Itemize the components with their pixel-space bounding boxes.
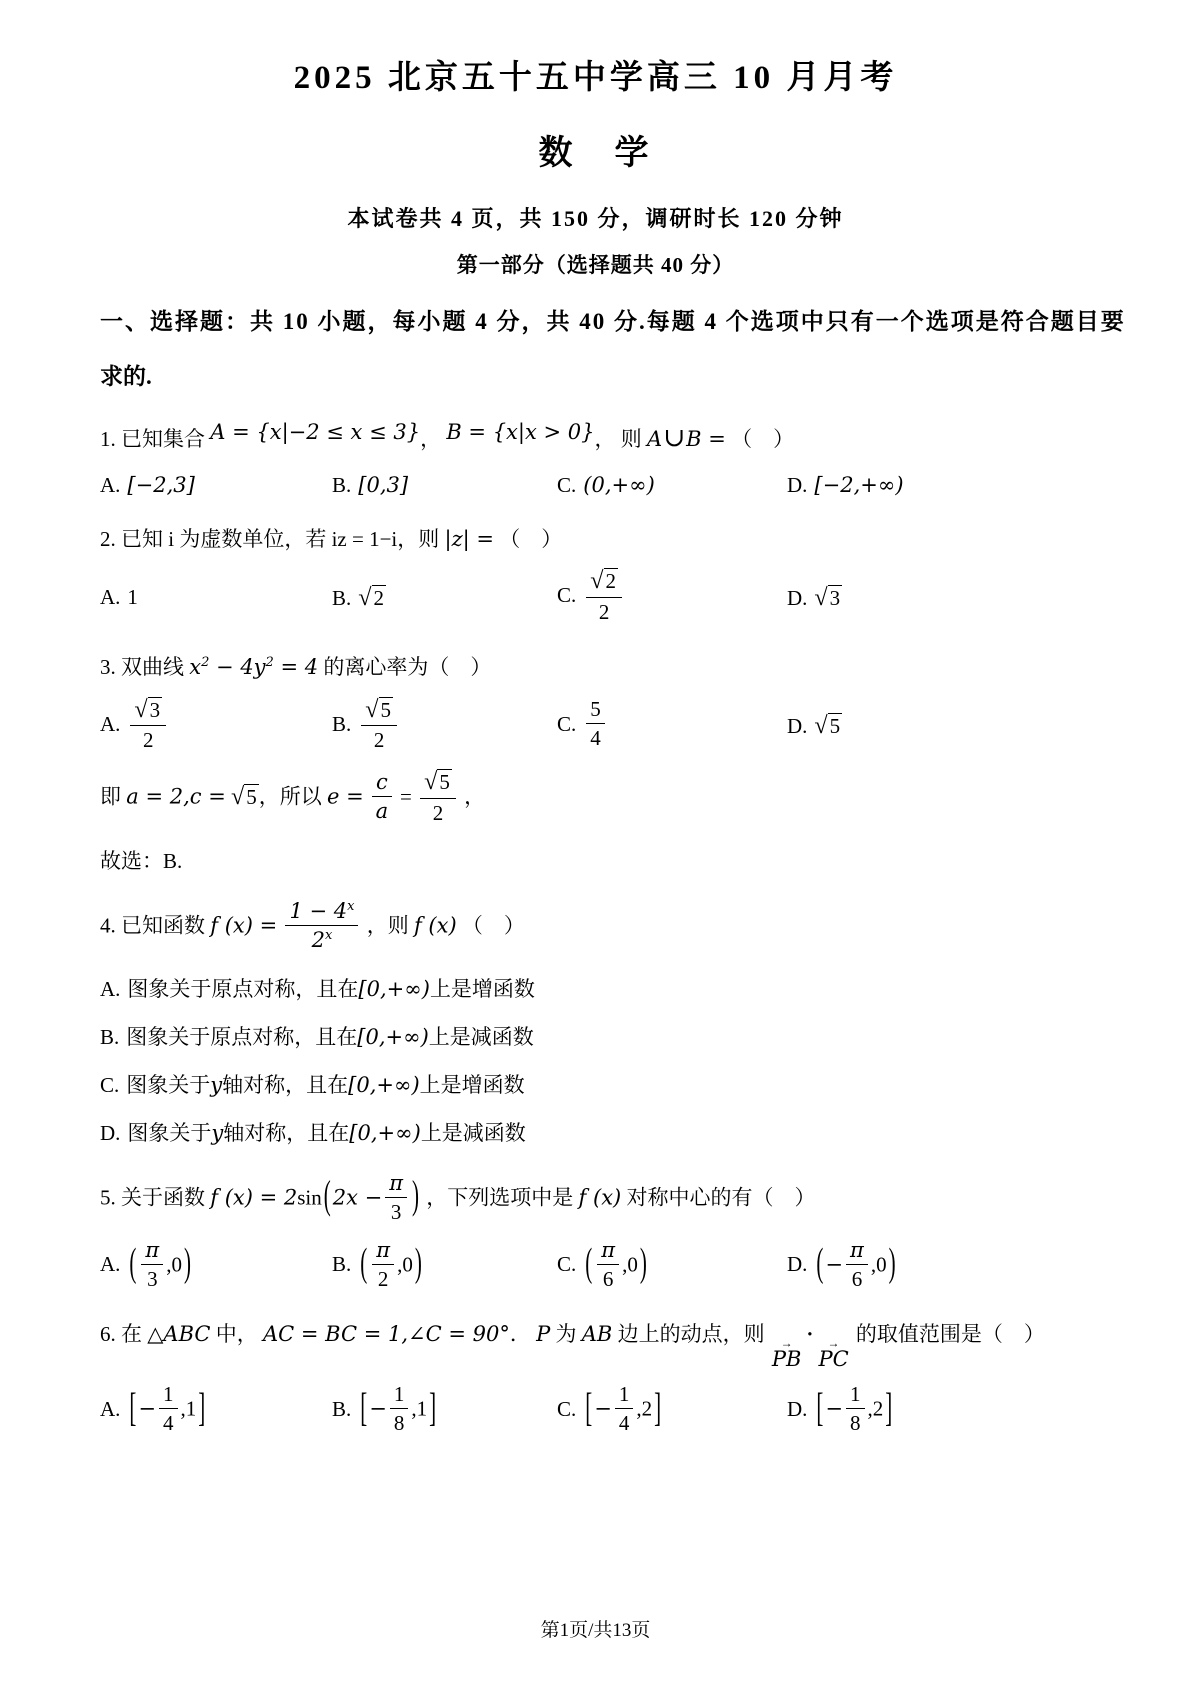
option-B bbox=[332, 1237, 557, 1293]
fraction bbox=[372, 1238, 394, 1291]
open-paren: ( bbox=[360, 1239, 368, 1286]
part-one-heading: 第一部分（选择题共 40 分） bbox=[456, 253, 735, 278]
option-rest: ,0 bbox=[397, 1252, 413, 1277]
question-1-text: 已知集合 bbox=[121, 427, 205, 452]
fraction bbox=[846, 1382, 865, 1435]
square-root bbox=[365, 695, 393, 723]
math-set-A: A = {x|−2 ≤ x ≤ 3} bbox=[210, 420, 421, 445]
question-3-text: 双曲线 bbox=[121, 655, 184, 680]
exam-info-line: 本试卷共 4 页，共 150 分，调研时长 120 分钟 bbox=[347, 206, 844, 232]
question-2-stem bbox=[100, 524, 1091, 556]
open-bracket: [ bbox=[129, 1384, 137, 1430]
minus-sign: − bbox=[369, 1396, 387, 1421]
fraction bbox=[597, 1238, 619, 1291]
option-label: D. bbox=[100, 1120, 121, 1145]
question-4-text: 已知函数 bbox=[121, 913, 205, 938]
option-label: D. bbox=[787, 585, 808, 610]
denominator: 3 bbox=[390, 1199, 402, 1224]
option-C bbox=[557, 699, 787, 752]
question-5-tail: 对称中心的有（ ） bbox=[626, 1185, 816, 1210]
option-D bbox=[787, 584, 1091, 612]
math-B: B = bbox=[686, 427, 726, 452]
numerator bbox=[285, 899, 358, 926]
comma: ， bbox=[594, 427, 616, 452]
close-bracket: ] bbox=[198, 1384, 206, 1430]
option-A bbox=[100, 695, 332, 755]
numerator: 1 bbox=[615, 1382, 634, 1409]
denominator: 2 bbox=[373, 728, 385, 753]
option-C bbox=[557, 1384, 787, 1437]
open-bracket: [ bbox=[585, 1384, 593, 1430]
option-C bbox=[557, 1237, 787, 1293]
question-5-text: ，下列选项中是 bbox=[426, 1185, 574, 1210]
radical-sign: √ bbox=[358, 583, 372, 611]
option-label: D. bbox=[787, 1252, 808, 1277]
option-D bbox=[787, 1237, 1091, 1293]
option-rest: ,2 bbox=[867, 1396, 884, 1421]
option-label: C. bbox=[557, 583, 577, 608]
open-paren: ( bbox=[816, 1239, 824, 1286]
option-D bbox=[787, 712, 1091, 740]
math-abs-z: |z| = bbox=[444, 526, 495, 551]
denominator: 6 bbox=[851, 1267, 863, 1292]
option-text: 上是减函数 bbox=[420, 1120, 526, 1145]
answer-blank: （ ） bbox=[731, 427, 795, 452]
option-D bbox=[787, 473, 1091, 498]
numerator: π bbox=[385, 1171, 407, 1198]
question-6-tail: 的取值范围是（ ） bbox=[855, 1322, 1045, 1347]
question-5-stem bbox=[100, 1170, 1091, 1226]
open-bracket: [ bbox=[816, 1384, 824, 1430]
radicand: 2 bbox=[605, 569, 617, 594]
denominator: 6 bbox=[602, 1267, 614, 1292]
close-paren: ) bbox=[414, 1239, 422, 1286]
math-triangle-ABC: △ABC bbox=[147, 1322, 211, 1347]
question-5-number: 5. bbox=[100, 1185, 116, 1210]
question-6-text: 中， bbox=[215, 1322, 258, 1347]
exponent: x bbox=[324, 928, 333, 944]
fraction bbox=[141, 1238, 163, 1291]
fraction bbox=[420, 768, 456, 825]
exponent: 2 bbox=[201, 655, 210, 671]
option-label: A. bbox=[100, 976, 121, 1001]
question-6-options bbox=[100, 1384, 1091, 1437]
vector-arrow-icon: → bbox=[827, 1336, 840, 1351]
option-text: 轴对称，且在 bbox=[223, 1120, 350, 1145]
square-root bbox=[134, 695, 162, 723]
option-text: 图象关于 bbox=[127, 1120, 212, 1145]
denominator: 4 bbox=[618, 1411, 630, 1436]
function-name-sin: sin bbox=[297, 1185, 322, 1210]
option-label: B. bbox=[332, 585, 352, 610]
solution-text: 即 bbox=[100, 784, 121, 809]
option-label: A. bbox=[100, 585, 121, 610]
question-2-options bbox=[100, 569, 1091, 626]
fraction bbox=[586, 567, 622, 624]
denominator: 8 bbox=[850, 1411, 861, 1436]
numerator: 5 bbox=[586, 697, 605, 724]
option-label: C. bbox=[557, 711, 577, 736]
period: ． bbox=[509, 1322, 531, 1347]
section-instructions-line2: 求的. bbox=[100, 364, 152, 390]
option-value: [−2,+∞) bbox=[814, 472, 904, 497]
option-B bbox=[332, 584, 557, 612]
option-text: 图象关于 bbox=[126, 1072, 211, 1097]
question-6-number: 6. bbox=[100, 1322, 116, 1347]
math-2x-minus: 2x − bbox=[332, 1185, 383, 1210]
vector-body: PB bbox=[771, 1347, 802, 1372]
option-A bbox=[100, 1384, 332, 1437]
option-value: (0,+∞) bbox=[583, 472, 655, 497]
math-hyperbola-equation bbox=[189, 655, 318, 679]
fraction bbox=[586, 697, 605, 750]
radical-sign: √ bbox=[231, 782, 245, 810]
minus-sign: − bbox=[138, 1396, 157, 1421]
option-label: B. bbox=[332, 1252, 352, 1277]
radical-sign: √ bbox=[424, 768, 438, 796]
denominator: 3 bbox=[147, 1267, 158, 1292]
option-label: C. bbox=[557, 472, 577, 497]
math-union-expression bbox=[646, 423, 726, 454]
denominator: 2 bbox=[377, 1267, 389, 1292]
option-label: B. bbox=[332, 711, 352, 736]
square-root bbox=[358, 583, 386, 611]
numerator: 1 bbox=[390, 1382, 409, 1409]
option-label: D. bbox=[787, 1396, 808, 1421]
exponent: x bbox=[347, 899, 355, 915]
page-title: 2025 北京五十五中学高三 10 月月考 bbox=[293, 60, 898, 96]
question-6-stem bbox=[100, 1319, 1091, 1370]
close-paren: ) bbox=[639, 1239, 647, 1286]
equals-sign: = bbox=[400, 784, 412, 809]
exponent: 2 bbox=[265, 655, 274, 671]
solution-text: ， bbox=[464, 784, 486, 809]
option-value: [−2,3] bbox=[127, 472, 195, 497]
vector-arrow-icon: → bbox=[780, 1336, 793, 1351]
close-paren: ) bbox=[412, 1172, 420, 1218]
comma: ， bbox=[420, 427, 442, 452]
union-symbol: ∪ bbox=[663, 423, 686, 454]
denominator: 8 bbox=[393, 1411, 405, 1436]
math-y: y bbox=[211, 1120, 224, 1145]
option-text: 图象关于原点对称，且在 bbox=[126, 1024, 358, 1049]
open-paren: ( bbox=[585, 1239, 593, 1286]
close-bracket: ] bbox=[654, 1384, 662, 1430]
option-rest: ,0 bbox=[870, 1252, 887, 1277]
square-root bbox=[231, 782, 259, 810]
question-3-number: 3. bbox=[100, 655, 116, 680]
numerator-base: 1 − 4 bbox=[289, 899, 348, 924]
math-f-equals: f (x) = 2 bbox=[210, 1185, 298, 1210]
fraction bbox=[846, 1238, 868, 1291]
math-4y: − 4y bbox=[209, 655, 266, 680]
radicand: 3 bbox=[149, 697, 161, 722]
question-1-then: 则 bbox=[620, 427, 642, 452]
option-B bbox=[332, 473, 557, 498]
vector-PB bbox=[771, 1336, 802, 1372]
question-3-stem bbox=[100, 652, 1091, 684]
question-5-text: 关于函数 bbox=[121, 1185, 205, 1210]
radical-sign: √ bbox=[134, 695, 148, 723]
math-interval: [0,+∞) bbox=[348, 1072, 420, 1097]
question-4-stem bbox=[100, 901, 1091, 954]
denominator: 4 bbox=[590, 726, 601, 751]
denominator: 2 bbox=[432, 801, 444, 826]
numerator bbox=[420, 768, 456, 799]
math-equals-4: = 4 bbox=[273, 655, 319, 680]
question-2-number: 2. bbox=[100, 526, 116, 551]
answer-blank: （ ） bbox=[499, 526, 563, 551]
math-f-of-x: f (x) bbox=[413, 913, 457, 938]
question-2-text: 已知 i 为虚数单位，若 iz = 1−i，则 bbox=[121, 526, 440, 551]
option-rest: ,1 bbox=[180, 1396, 197, 1421]
math-e-equals: e = bbox=[327, 784, 364, 809]
option-value: [0,3] bbox=[358, 472, 409, 497]
question-6-text: 在 bbox=[121, 1322, 142, 1347]
radicand: 3 bbox=[829, 585, 841, 610]
numerator: π bbox=[141, 1238, 163, 1265]
option-label: B. bbox=[332, 1396, 352, 1421]
math-y: y bbox=[210, 1072, 223, 1097]
question-6-text: 为 bbox=[555, 1322, 577, 1347]
open-bracket: [ bbox=[360, 1384, 368, 1430]
radical-sign: √ bbox=[365, 695, 379, 723]
math-interval: [0,+∞) bbox=[349, 1120, 421, 1145]
denominator: a bbox=[375, 799, 389, 824]
option-A bbox=[100, 585, 332, 610]
question-6-text: 边上的动点，则 bbox=[617, 1322, 765, 1347]
math-set-B: B = {x|x > 0} bbox=[446, 420, 595, 445]
question-3-tail: 的离心率为（ ） bbox=[323, 655, 492, 680]
option-label: A. bbox=[100, 1396, 121, 1421]
square-root bbox=[424, 770, 452, 794]
option-rest: ,1 bbox=[411, 1396, 428, 1421]
numerator bbox=[361, 696, 397, 727]
math-interval: [0,+∞) bbox=[357, 1024, 429, 1049]
close-paren: ) bbox=[888, 1239, 896, 1286]
math-f-of-x: f (x) = bbox=[210, 913, 278, 938]
math-a-c-values: a = 2,c = bbox=[126, 784, 226, 809]
option-text: 轴对称，且在 bbox=[222, 1072, 349, 1097]
math-P: P bbox=[536, 1322, 551, 1347]
fraction bbox=[385, 1171, 407, 1224]
option-D bbox=[787, 1384, 1091, 1437]
option-B bbox=[332, 695, 557, 755]
option-A bbox=[100, 1237, 332, 1293]
answer-choice-line: 故选：B. bbox=[100, 849, 183, 874]
math-f-of-x: f (x) bbox=[578, 1185, 622, 1210]
option-text: 上是减函数 bbox=[428, 1024, 534, 1049]
option-label: A. bbox=[100, 711, 121, 736]
option-B bbox=[332, 1384, 557, 1437]
option-label: D. bbox=[787, 713, 808, 738]
minus-sign: − bbox=[825, 1252, 844, 1277]
denominator: 2 bbox=[143, 728, 154, 753]
numerator bbox=[586, 567, 622, 598]
dot-product-symbol: · bbox=[806, 1322, 814, 1347]
option-label: C. bbox=[557, 1396, 577, 1421]
radical-sign: √ bbox=[814, 711, 828, 739]
option-A bbox=[100, 473, 332, 498]
question-4-then: ，则 bbox=[366, 913, 409, 938]
denominator bbox=[285, 926, 358, 952]
math-side-conditions: AC = BC = 1,∠C = 90° bbox=[262, 1322, 510, 1347]
math-x: x bbox=[189, 655, 202, 680]
fraction bbox=[159, 1382, 178, 1435]
option-rest: ,2 bbox=[636, 1396, 653, 1421]
numerator: c bbox=[372, 770, 392, 797]
radicand: 5 bbox=[829, 713, 841, 738]
option-label: A. bbox=[100, 472, 121, 497]
square-root bbox=[590, 569, 618, 593]
option-label: B. bbox=[100, 1024, 120, 1049]
square-root bbox=[814, 711, 842, 739]
question-4-option-A bbox=[100, 973, 1091, 1003]
option-text: 上是增函数 bbox=[419, 1072, 525, 1097]
radical-sign: √ bbox=[590, 567, 604, 595]
radical-sign: √ bbox=[814, 583, 828, 611]
option-text: 图象关于原点对称，且在 bbox=[127, 976, 359, 1001]
fraction bbox=[361, 696, 397, 753]
solution-line bbox=[100, 770, 1091, 827]
subject-title: 数 学 bbox=[538, 135, 653, 173]
close-bracket: ] bbox=[429, 1384, 437, 1430]
question-4-option-C bbox=[100, 1069, 1091, 1099]
minus-sign: − bbox=[594, 1396, 612, 1421]
option-label: C. bbox=[100, 1072, 120, 1097]
page-footer: 第1页/共13页 bbox=[540, 1620, 651, 1641]
open-paren: ( bbox=[323, 1172, 331, 1218]
numerator: 1 bbox=[159, 1382, 178, 1409]
close-bracket: ] bbox=[885, 1384, 893, 1430]
open-paren: ( bbox=[129, 1239, 137, 1286]
minus-sign: − bbox=[825, 1396, 844, 1421]
option-rest: ,0 bbox=[166, 1252, 182, 1277]
question-5-options bbox=[100, 1237, 1091, 1293]
numerator: π bbox=[372, 1238, 394, 1265]
math-interval: [0,+∞) bbox=[358, 976, 430, 1001]
question-3-options bbox=[100, 695, 1091, 755]
option-label: D. bbox=[787, 472, 808, 497]
option-value: 1 bbox=[127, 585, 138, 610]
solution-text: ，所以 bbox=[258, 784, 322, 809]
numerator: 1 bbox=[846, 1382, 865, 1409]
denominator: 4 bbox=[163, 1411, 174, 1436]
denominator: 2 bbox=[598, 599, 610, 624]
option-label: A. bbox=[100, 1252, 121, 1277]
fraction bbox=[372, 770, 392, 823]
vector-PC bbox=[818, 1336, 849, 1372]
close-paren: ) bbox=[183, 1239, 191, 1286]
fraction bbox=[615, 1382, 634, 1435]
question-1-options bbox=[100, 473, 1091, 498]
question-4-option-B bbox=[100, 1021, 1091, 1051]
radicand: 5 bbox=[380, 697, 392, 722]
question-4-number: 4. bbox=[100, 913, 116, 938]
question-4-option-D bbox=[100, 1117, 1091, 1147]
question-1-number: 1. bbox=[100, 427, 116, 452]
option-rest: ,0 bbox=[622, 1252, 638, 1277]
numerator: π bbox=[846, 1238, 868, 1265]
option-C bbox=[557, 569, 787, 626]
numerator bbox=[130, 696, 166, 727]
radicand: 5 bbox=[439, 770, 450, 795]
numerator: π bbox=[597, 1238, 619, 1265]
option-label: B. bbox=[332, 472, 352, 497]
radicand: 5 bbox=[246, 784, 257, 809]
fraction bbox=[130, 696, 166, 753]
square-root bbox=[814, 583, 842, 611]
math-A: A bbox=[646, 427, 663, 452]
section-instructions-line1: 一、选择题：共 10 小题，每小题 4 分，共 40 分.每题 4 个选项中只有一个选项是符合题目要 bbox=[100, 309, 1126, 335]
fraction bbox=[390, 1382, 409, 1435]
question-1-stem bbox=[100, 417, 1091, 458]
fraction bbox=[285, 899, 358, 952]
option-label: C. bbox=[557, 1252, 577, 1277]
denominator-base: 2 bbox=[311, 928, 325, 953]
option-C bbox=[557, 473, 787, 498]
option-text: 上是增函数 bbox=[429, 976, 535, 1001]
math-AB: AB bbox=[581, 1322, 613, 1347]
vector-body: PC bbox=[818, 1347, 849, 1372]
answer-blank: （ ） bbox=[461, 913, 525, 938]
radicand: 2 bbox=[373, 585, 385, 610]
